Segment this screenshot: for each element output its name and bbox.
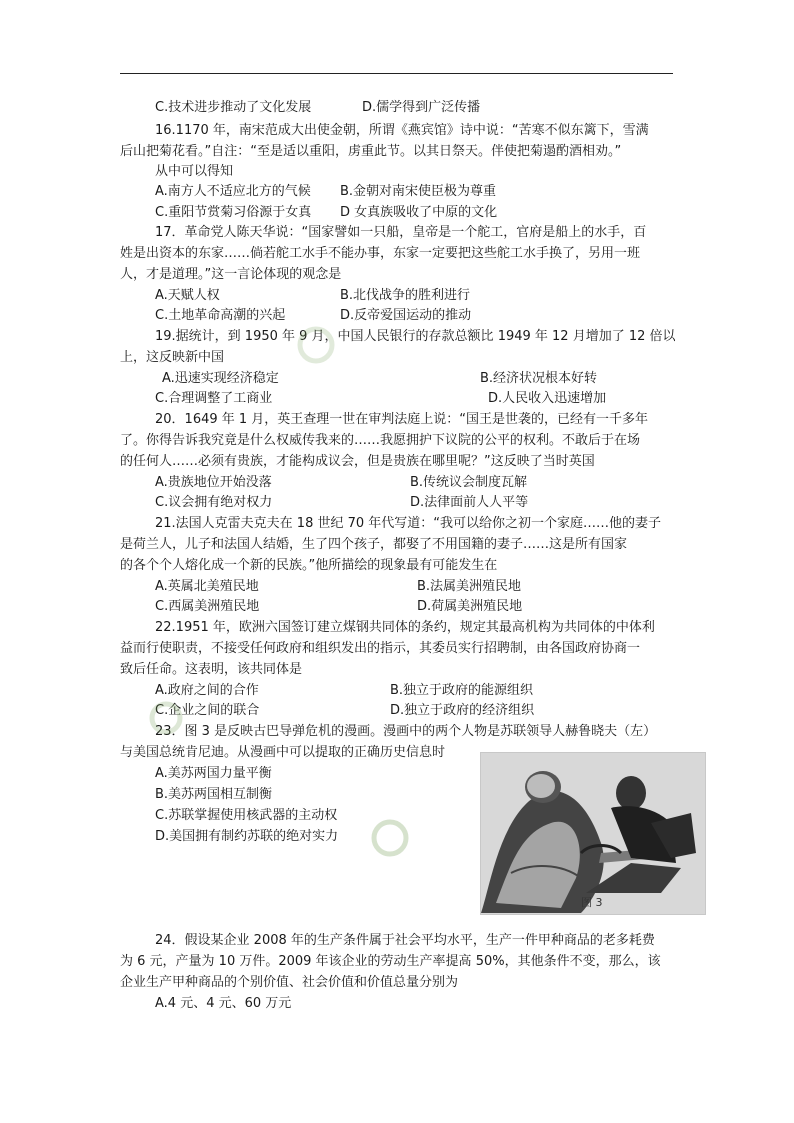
- question-23-option-c: C.苏联掌握使用核武器的主动权: [155, 808, 338, 823]
- question-17-option-c: C.土地革命高潮的兴起: [155, 308, 286, 323]
- question-24-stem: 为 6 元，产量为 10 万件。2009 年该企业的劳动生产率提高 50%，其他条件不变，那么，该: [120, 954, 661, 969]
- question-23-stem: 23．图 3 是反映古巴导弹危机的漫画。漫画中的两个人物是苏联领导人赫鲁晓夫（左）: [155, 724, 657, 739]
- question-17-stem: 人，才是道理。”这一言论体现的观念是: [120, 267, 342, 282]
- question-21-option-d: D.荷属美洲殖民地: [417, 599, 523, 614]
- figure-caption: 图 3: [581, 896, 603, 909]
- question-20-option-c: C.议会拥有绝对权力: [155, 495, 273, 510]
- question-19-option-d: D.人民收入迅速增加: [488, 391, 607, 406]
- question-16-option-b: B.金朝对南宋使臣极为尊重: [340, 184, 497, 199]
- cartoon-illustration: [481, 753, 705, 914]
- question-21-stem: 的各个个人熔化成一个新的民族。”他所描绘的现象最有可能发生在: [120, 558, 498, 573]
- question-23-stem: 与美国总统肯尼迪。从漫画中可以提取的正确历史信息时: [120, 745, 446, 760]
- option-text: D.儒学得到广泛传播: [362, 100, 481, 115]
- question-20-stem: 的任何人……必须有贵族，才能构成议会，但是贵族在哪里呢？”这反映了当时英国: [120, 454, 595, 469]
- question-16-stem: 从中可以得知: [155, 164, 234, 179]
- question-17-option-a: A.天赋人权: [155, 288, 220, 303]
- watermark-logo-icon: [296, 325, 336, 365]
- question-17-stem: 17．革命党人陈天华说：“国家譬如一只船，皇帝是一个舵工，官府是船上的水手，百: [155, 225, 647, 240]
- question-16-option-a: A.南方人不适应北方的气候: [155, 184, 311, 199]
- option-text: C.技术进步推动了文化发展: [155, 100, 312, 115]
- question-19-option-c: C.合理调整了工商业: [155, 391, 273, 406]
- question-19-option-a: A.迅速实现经济稳定: [162, 371, 279, 386]
- question-22-option-b: B.独立于政府的能源组织: [390, 683, 534, 698]
- question-17-option-d: D.反帝爱国运动的推动: [340, 308, 472, 323]
- question-23-option-b: B.美苏两国相互制衡: [155, 787, 273, 802]
- question-20-option-a: A.贵族地位开始没落: [155, 475, 272, 490]
- question-20-option-d: D.法律面前人人平等: [410, 495, 529, 510]
- question-21-stem: 是荷兰人，儿子和法国人结婚，生了四个孩子，都娶了不用国籍的妻子……这是所有国家: [120, 537, 628, 552]
- question-16-stem: 16.1170 年，南宋范成大出使金朝，所谓《燕宾馆》诗中说：“苦寒不似东篱下，雪满: [155, 123, 649, 138]
- watermark-logo-icon: [370, 818, 410, 858]
- figure-3-cartoon: [480, 752, 706, 915]
- question-19-stem: 19.据统计，到 1950 年 9 月，中国人民银行的存款总额比 1949 年 12 月增加了 12 倍以: [155, 329, 676, 344]
- question-24-stem: 企业生产甲种商品的个别价值、社会价值和价值总量分别为: [120, 975, 459, 990]
- header-rule: [120, 73, 673, 74]
- question-17-stem: 姓是出资本的东家……倘若舵工水手不能办事，东家一定要把这些舵工水手换了，另用一班: [120, 246, 641, 261]
- question-24-stem: 24．假设某企业 2008 年的生产条件属于社会平均水平，生产一件甲种商品的老多耗费: [155, 933, 655, 948]
- question-16-option-c: C.重阳节赏菊习俗源于女真: [155, 205, 312, 220]
- question-16-option-d: D 女真族吸收了中原的文化: [340, 205, 498, 220]
- question-19-stem: 上，这反映新中国: [120, 350, 225, 365]
- question-24-option-a: A.4 元、4 元、60 万元: [155, 996, 292, 1011]
- question-22-option-c: C.企业之间的联合: [155, 703, 260, 718]
- question-20-stem: 20．1649 年 1 月，英王查理一世在审判法庭上说：“国王是世袭的，已经有一千多年: [155, 412, 649, 427]
- question-22-stem: 致后任命。这表明，该共同体是: [120, 662, 303, 677]
- question-16-stem: 后山把菊花看。”自注：“至是适以重阳，虏重此节。以其日祭天。伴使把菊遢酌酒相劝。”: [120, 144, 622, 159]
- question-17-option-b: B.北伐战争的胜利进行: [340, 288, 471, 303]
- question-21-option-a: A.英属北美殖民地: [155, 579, 259, 594]
- question-22-stem: 益而行使职责，不接受任何政府和组织发出的指示，其委员实行招聘制，由各国政府协商一: [120, 641, 641, 656]
- question-23-option-d: D.美国拥有制约苏联的绝对实力: [155, 829, 339, 844]
- question-21-option-b: B.法属美洲殖民地: [417, 579, 522, 594]
- question-23-option-a: A.美苏两国力量平衡: [155, 766, 272, 781]
- question-20-option-b: B.传统议会制度瓦解: [410, 475, 528, 490]
- watermark-logo-icon: [148, 700, 184, 736]
- question-22-option-d: D.独立于政府的经济组织: [390, 703, 535, 718]
- question-22-stem: 22.1951 年，欧洲六国签订建立煤钢共同体的条约，规定其最高机构为共同体的中体利: [155, 620, 655, 635]
- question-21-option-c: C.西属美洲殖民地: [155, 599, 260, 614]
- question-19-option-b: B.经济状况根本好转: [480, 371, 598, 386]
- question-20-stem: 了。你得告诉我究竟是什么权威传我来的……我愿拥护下议院的公平的权利。不敢后于在场: [120, 433, 641, 448]
- question-22-option-a: A.政府之间的合作: [155, 683, 259, 698]
- question-21-stem: 21.法国人克雷夫克夫在 18 世纪 70 年代写道：“我可以给你之初一个家庭……他的妻子: [155, 516, 662, 531]
